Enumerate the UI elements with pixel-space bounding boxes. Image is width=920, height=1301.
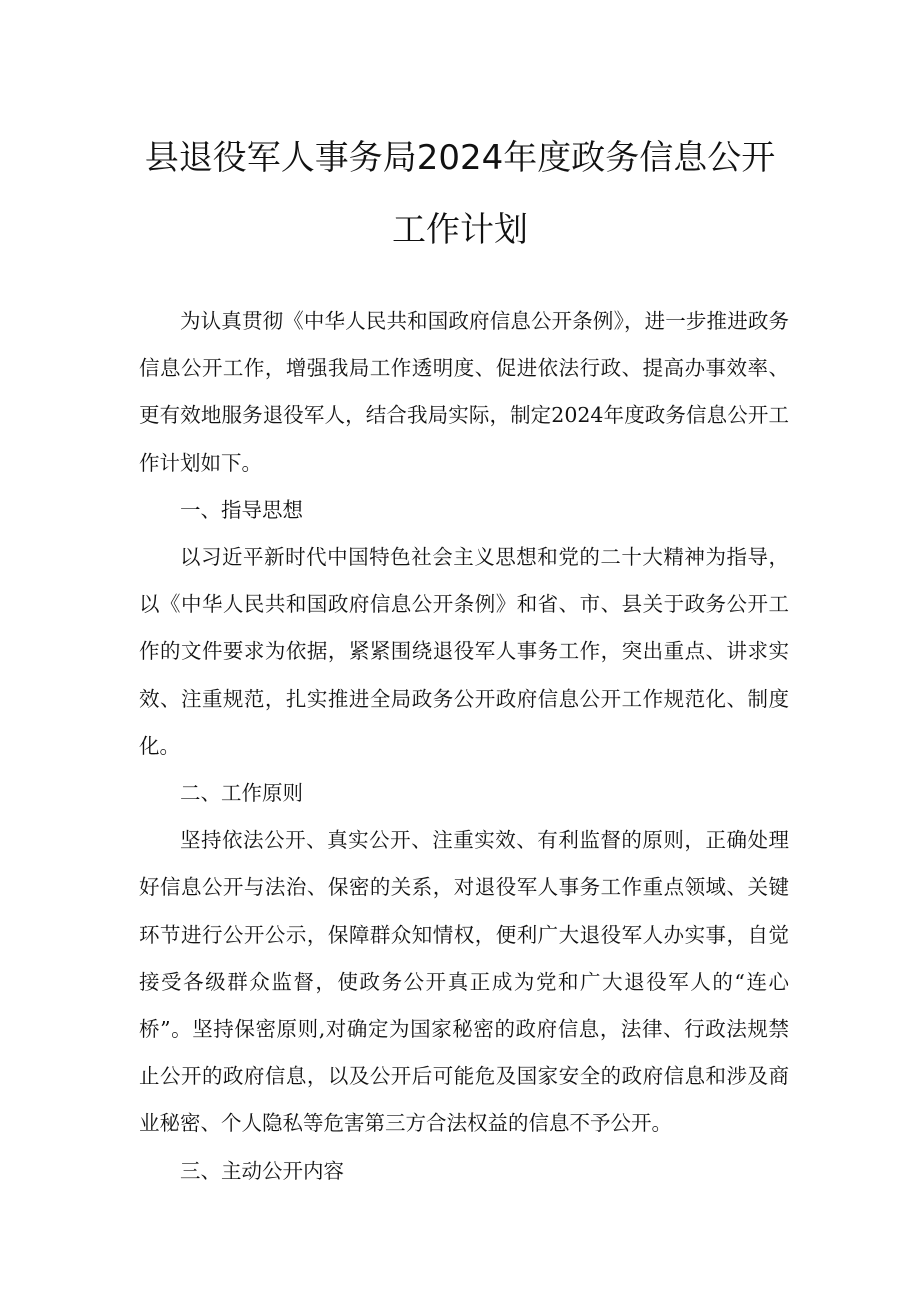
- section-heading-guiding-ideology: 一、指导思想: [180, 497, 303, 522]
- section-heading-proactive-disclosure: 三、主动公开内容: [180, 1158, 344, 1183]
- section-heading-work-principles: 二、工作原则: [180, 781, 303, 806]
- guiding-ideology-paragraph: 以习近平新时代中国特色社会主义思想和党的二十大精神为指导，以《中华人民共和国政府信息公开条例》和省、市、县关于政务公开工作的文件要求为依据，紧紧围绕退役军人事务工作，突出重点、讲求实效、注重规范，扎实推进全局政务公开政府信息公开工作规范化、制度化。: [139, 545, 789, 758]
- document-title-line-1: 县退役军人事务局2024年度政务信息公开: [144, 138, 776, 178]
- work-principles-paragraph: 坚持依法公开、真实公开、注重实效、有利监督的原则，正确处理好信息公开与法治、保密的关系，对退役军人事务工作重点领域、关键环节进行公开公示，保障群众知情权，便利广大退役军人办实事，自觉接受各级群众监督，使政务公开真正成为党和广大退役军人的“连心桥”。坚持保密原则,对确定为国家秘密的政府信息，法律、行政法规禁止公开的政府信息，以及公开后可能危及国家安全的政府信息和涉及商业秘密、个人隐私等危害第三方合法权益的信息不予公开。: [139, 828, 789, 1136]
- document-body: [139, 298, 789, 1195]
- intro-paragraph: 为认真贯彻《中华人民共和国政府信息公开条例》，进一步推进政务信息公开工作，增强我局工作透明度、促进依法行政、提高办事效率、更有效地服务退役军人，结合我局实际，制定2024年度政务信息公开工作计划如下。: [139, 309, 789, 475]
- document-title-line-2: 工作计划: [392, 210, 528, 250]
